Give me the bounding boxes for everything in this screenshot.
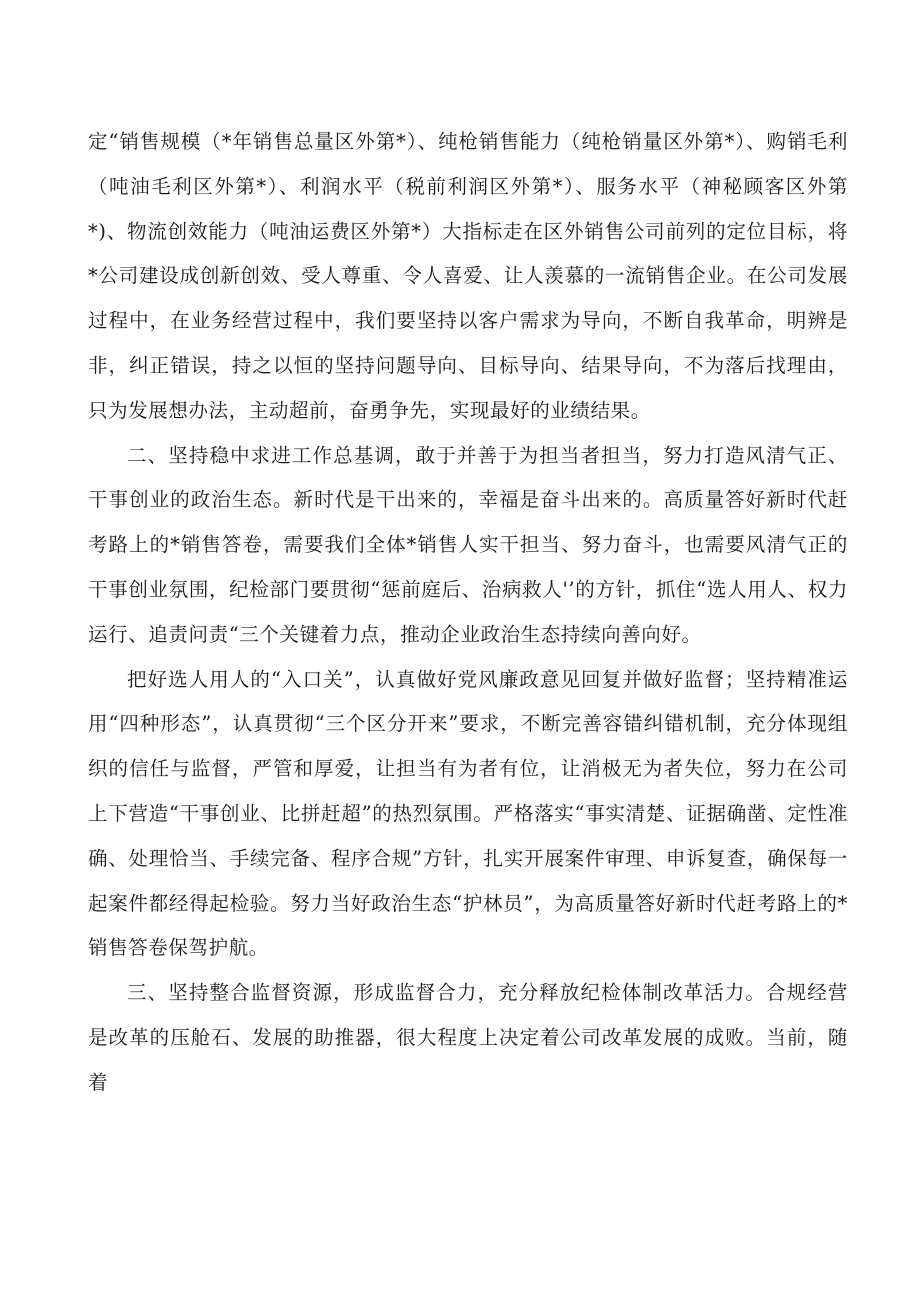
paragraph-section-two: 二、坚持稳中求进工作总基调，敢于并善于为担当者担当，努力打造风清气正、干事创业的政治生态。新时代是干出来的，幸福是奋斗出来的。高质量答好新时代赶考路上的*销售答卷，需要我们全体*销售人实干担当、努力奋斗，也需要风清气正的干事创业氛围，纪检部门要贯彻“惩前庭后、治病救人'’的方针，抓住“选人用人、权力运行、追责问责“三个关键着力点，推动企业政治生态持续向善向好。 xyxy=(88,443,848,646)
paragraph-section-three: 三、坚持整合监督资源，形成监督合力，充分释放纪检体制改革活力。合规经营是改革的压舱石、发展的助推器，很大程度上决定着公司改革发展的成败。当前，随着 xyxy=(88,981,848,1094)
paragraph-continued: 定“销售规模（*年销售总量区外第*）、纯枪销售能力（纯枪销量区外第*）、购销毛利（吨油毛利区外第*）、利润水平（税前利润区外第*）、服务水平（神秘顾客区外第*)、物流创效能力（吨油运费区外第*）大指标走在区外销售公司前列的定位目标，将*公司建设成创新创效、受人尊重、令人喜爱、让人羡慕的一流销售企业。在公司发展过程中，在业务经营过程中，我们要坚持以客户需求为导向，不断自我革命，明辨是非，纠正错误，持之以恒的坚持问题导向、目标导向、结果导向，不为落后找理由，只为发展想办法，主动超前，奋勇争先，实现最好的业绩结果。 xyxy=(88,130,848,422)
paragraph-personnel-selection: 把好选人用人的“入口关”，认真做好党风廉政意见回复并做好监督；坚持精准运用“四种形态”，认真贯彻“三个区分开来”要求，不断完善容错纠错机制，充分体现组织的信任与监督，严管和厚爱，让担当有为者有位，让消极无为者失位，努力在公司上下营造“干事创业、比拼赶超”的热烈氛围。严格落实“事实清楚、证据确凿、定性准确、处理恰当、手续完备、程序合规”方针，扎实开展案件审理、申诉复查，确保每一起案件都经得起检验。努力当好政治生态“护林员”，为高质量答好新时代赶考路上的*销售答卷保驾护航。 xyxy=(88,667,848,960)
document-body xyxy=(88,120,848,1106)
